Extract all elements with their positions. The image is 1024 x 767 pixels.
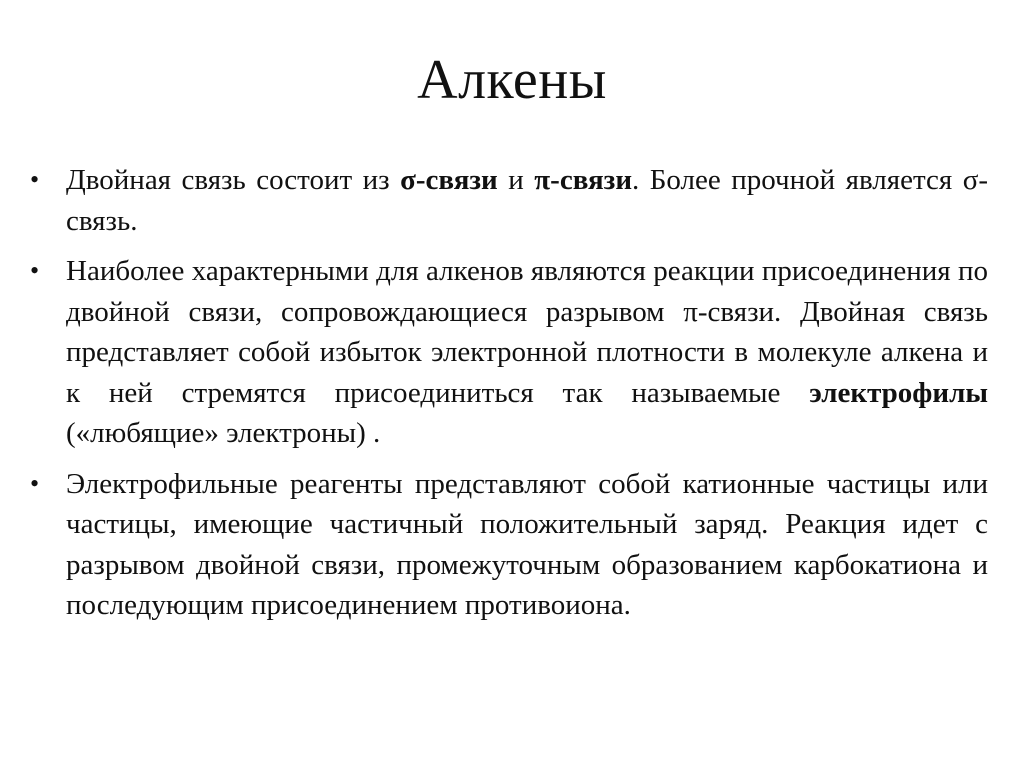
- bold-term-electrophiles: электрофилы: [809, 376, 988, 409]
- bullet-text: и: [497, 164, 535, 196]
- bullet-list: [30, 160, 988, 636]
- bullet-item-electrophilic-reagents: [30, 464, 988, 626]
- bold-term-sigma-bond: σ-связи: [400, 164, 498, 196]
- bullet-text: («любящие» электроны) .: [66, 417, 381, 449]
- bullet-icon: •: [30, 256, 40, 285]
- bullet-icon: •: [30, 165, 40, 194]
- bullet-text: . Более прочной является σ-связь.: [66, 164, 988, 237]
- bullet-text: Наиболее характерными для алкенов являются реакции присоединения по двойной связи, сопровождающиеся разрывом π-связи. Двойная связь представляет собой избыток электронной плотности в молекуле алкена и к ней стремятся присоединиться так называемые: [66, 255, 988, 409]
- bullet-text: Двойная связь состоит из: [66, 164, 401, 196]
- bullet-text: Электрофильные реагенты представляют собой катионные частицы или частицы, имеющие частичный положительный заряд. Реакция идет с разрывом двойной связи, промежуточным образованием карбокатиона и последующим присоединением противоиона.: [66, 467, 988, 621]
- bold-term-pi-bond: π-связи: [534, 164, 633, 196]
- bullet-item-addition-reactions: [30, 251, 988, 454]
- bullet-item-double-bond: [30, 160, 988, 241]
- slide-title: Алкены: [417, 49, 607, 111]
- bullet-icon: •: [30, 468, 40, 498]
